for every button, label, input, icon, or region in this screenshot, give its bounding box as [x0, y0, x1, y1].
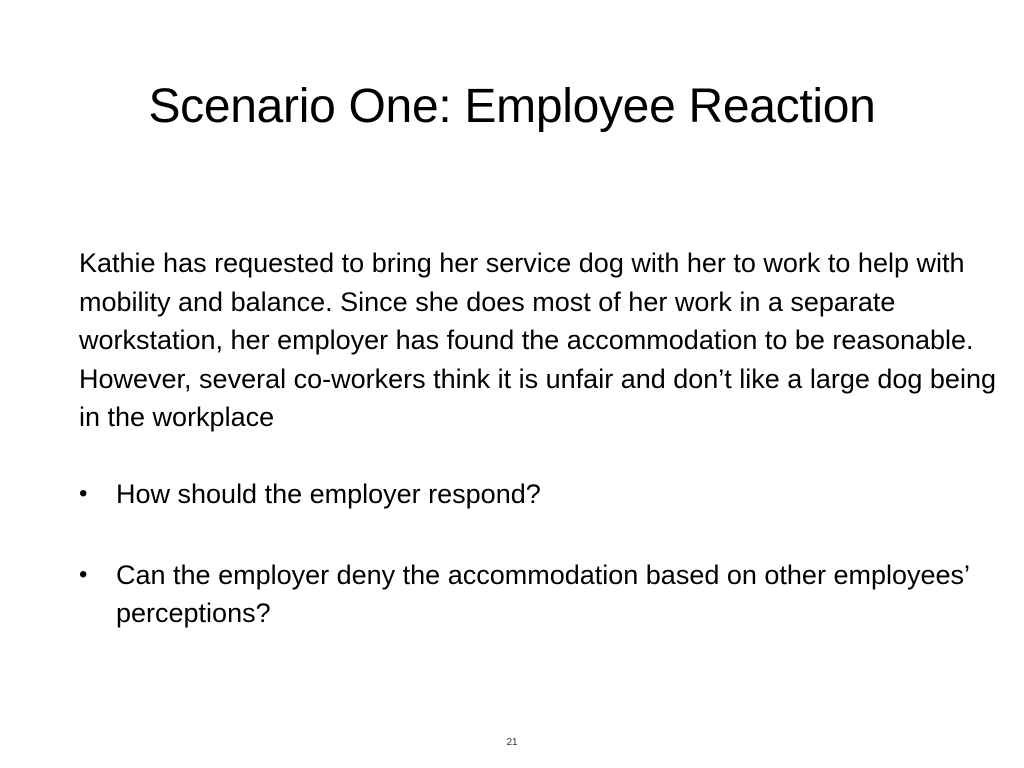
question-list — [79, 475, 1009, 675]
slide-number: 21 — [506, 737, 518, 748]
slide-title: Scenario One: Employee Reaction — [148, 80, 876, 133]
bullet-icon: • — [79, 560, 88, 588]
question-item — [79, 556, 1009, 633]
question-text: Can the employer deny the accommodation based on other employees’ perceptions? — [116, 559, 970, 628]
question-text: How should the employer respond? — [116, 479, 541, 509]
scenario-paragraph: Kathie has requested to bring her service dog with her to work to help with mobility and balance. Since she does most of her work in a separate workstation, her employer has found the accommodation to be reasonable. However, several co-workers think it is unfair and don’t like a large dog being in the workplace — [79, 248, 996, 432]
bullet-icon: • — [79, 480, 88, 507]
question-item — [79, 475, 1009, 514]
